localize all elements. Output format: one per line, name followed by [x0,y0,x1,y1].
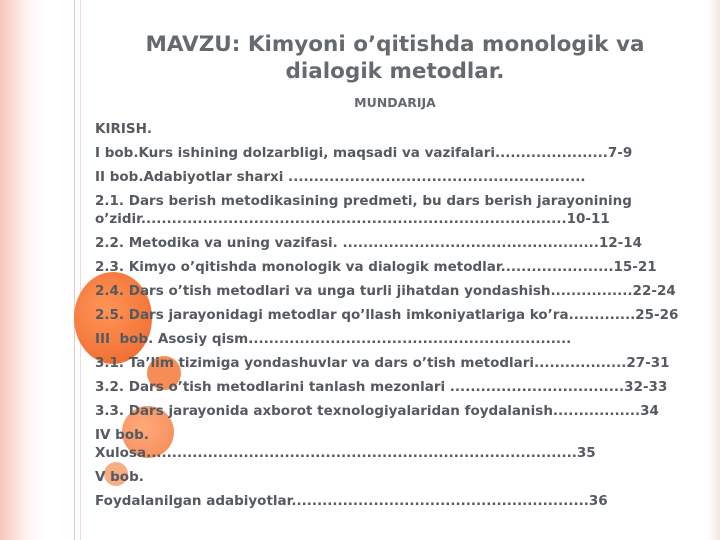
slide-subtitle: MUNDARIJA [354,95,436,110]
toc-entry: 2.4. Dars o’tish metodlari va unga turli jihatdan yondashish................22-24 [95,283,676,299]
toc-entry: I bob.Kurs ishining dolzarbligi, maqsadi va vazifalari......................7-9 [95,145,633,161]
toc-entry: 3.3. Dars jarayonida axborot texnologiyalaridan foydalanish.................34 [95,403,659,419]
toc-entry: IV bob. Xulosa....................................................................................35 [95,427,596,461]
toc-entry: 2.3. Kimyo o’qitishda monologik va dialogik metodlar......................15-21 [95,259,657,275]
right-edge-decoration [708,0,720,540]
toc-entry: 3.2. Dars o’tish metodlarini tanlash mezonlari ..................................32-33 [95,379,668,395]
slide-title: MAVZU: Kimyoni o’qitishda monologik va dialogik metodlar. [145,32,645,84]
toc-entry: 2.2. Metodika va uning vazifasi. ..................................................12-14 [95,235,643,251]
left-gradient-decoration [0,0,44,540]
toc-entry: V bob. [95,469,144,485]
vertical-rule-decoration [74,0,75,540]
toc-entry: Foydalanilgan adabiyotlar..........................................................36 [95,493,608,509]
vertical-rule-decoration [80,0,81,540]
table-of-contents [95,120,695,516]
toc-entry: 2.1. Dars berish metodikasining predmeti, bu dars berish jarayonining o’zidir...................................................................................10-11 [95,193,637,227]
toc-entry: 2.5. Dars jarayonidagi metodlar qo’llash imkoniyatlariga ko’ra.............25-26 [95,307,679,323]
toc-entry: II bob.Adabiyotlar sharxi .......................................................... [95,169,586,185]
toc-entry: KIRISH. [95,121,153,137]
toc-entry: 3.1. Ta’lim tizimiga yondashuvlar va dars o’tish metodlari..................27-31 [95,355,670,371]
toc-entry: III bob. Asosiy qism............................................................... [95,331,572,347]
